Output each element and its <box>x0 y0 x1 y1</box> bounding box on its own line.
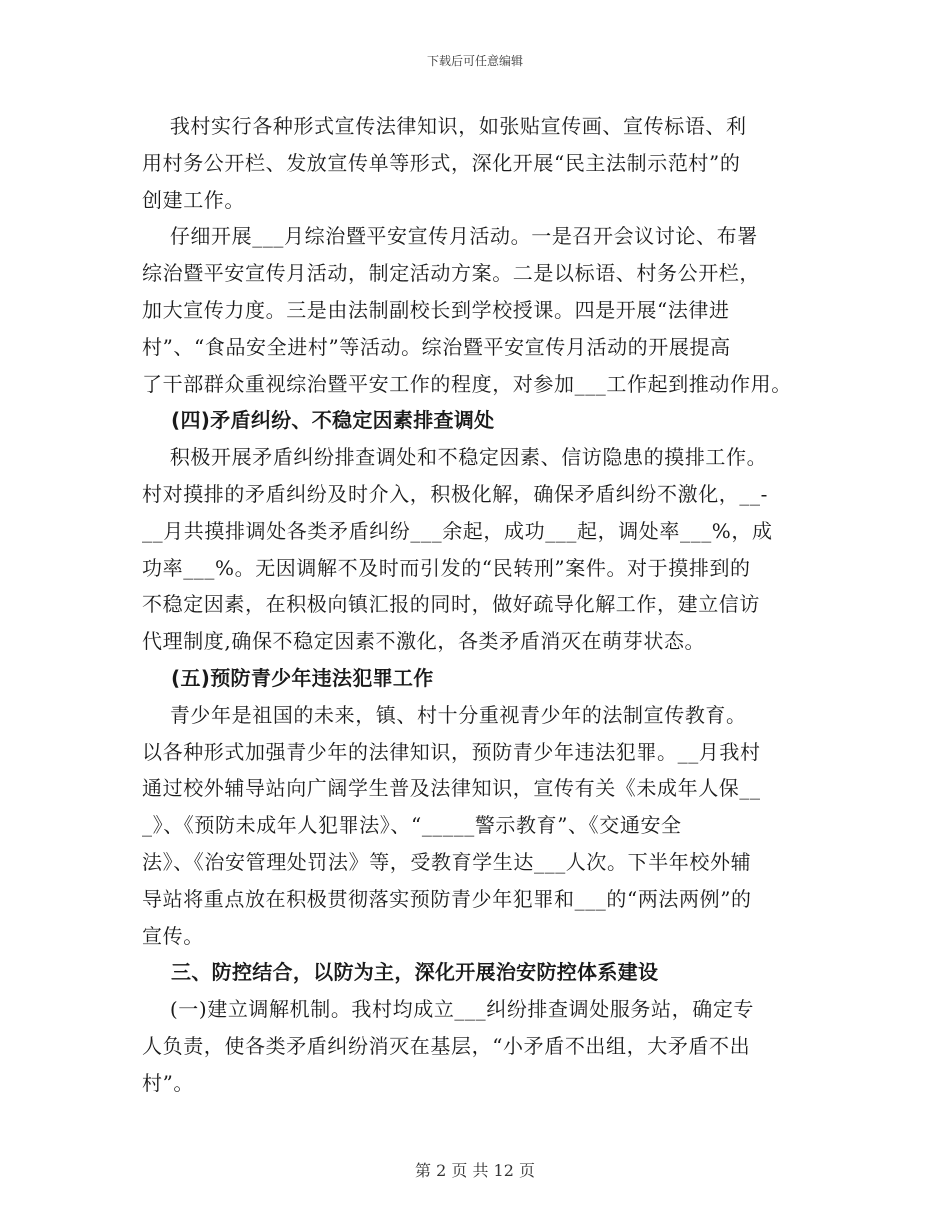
paragraph-line: 积极开展矛盾纠纷排查调处和不稳定因素、信访隐患的摸排工作。 <box>142 445 768 470</box>
paragraph-line: 不稳定因素，在积极向镇汇报的同时，做好疏导化解工作，建立信访 <box>142 592 760 617</box>
document-body <box>142 108 812 1102</box>
paragraph-line: 创建工作。 <box>142 187 245 212</box>
paragraph-line: 了干部群众重视综治暨平安工作的程度，对参加___工作起到推动作用。 <box>142 371 792 396</box>
paragraph-line: 导站将重点放在积极贯彻落实预防青少年犯罪和___的“两法两例”的 <box>142 886 752 911</box>
paragraph-line: 功率___%。无因调解不及时而引发的“民转刑”案件。对于摸排到的 <box>142 555 751 580</box>
paragraph-line: _》、《预防未成年人犯罪法》、“_____警示教育”、《交通安全 <box>142 813 682 838</box>
paragraph-line: 村”。 <box>142 1070 195 1095</box>
paragraph-line: 用村务公开栏、发放宣传单等形式，深化开展“民主法制示范村”的 <box>142 150 741 175</box>
paragraph-line: 宣传。 <box>142 923 204 948</box>
section-heading-line: 三、防控结合，以防为主，深化开展治安防控体系建设 <box>142 960 659 985</box>
page-number-footer: 第 2 页 共 12 页 <box>415 1161 535 1180</box>
paragraph-line: 人负责，使各类矛盾纠纷消灭在基层，“小矛盾不出组，大矛盾不出 <box>142 1033 751 1058</box>
paragraph-line: 法》、《治安管理处罚法》等，受教育学生达___人次。下半年校外辅 <box>142 849 752 874</box>
section-heading-line: (五)预防青少年违法犯罪工作 <box>142 665 434 690</box>
paragraph-line: __月共摸排调处各类矛盾纠纷___余起，成功___起，调处率___%，成 <box>142 518 773 543</box>
paragraph-line: 村对摸排的矛盾纠纷及时介入，积极化解，确保矛盾纠纷不激化，__- <box>142 481 768 506</box>
paragraph-line: (一)建立调解机制。我村均成立___纠纷排查调处服务站，确定专 <box>142 997 755 1022</box>
paragraph-line: 加大宣传力度。三是由法制副校长到学校授课。四是开展“法律进 <box>142 297 730 322</box>
paragraph-line: 我村实行各种形式宣传法律知识，如张贴宣传画、宣传标语、利 <box>142 114 747 138</box>
section-heading-line: (四)矛盾纠纷、不稳定因素排查调处 <box>142 408 495 433</box>
paragraph-line: 代理制度,确保不稳定因素不激化，各类矛盾消灭在萌芽状态。 <box>142 629 706 654</box>
paragraph-line: 青少年是祖国的未来，镇、村十分重视青少年的法制宣传教育。 <box>142 702 747 727</box>
paragraph-line: 综治暨平安宣传月活动，制定活动方案。二是以标语、村务公开栏， <box>142 261 760 286</box>
paragraph-line: 以各种形式加强青少年的法律知识，预防青少年违法犯罪。__月我村 <box>142 739 761 764</box>
paragraph-line: 仔细开展___月综治暨平安宣传月活动。一是召开会议讨论、布署 <box>142 224 758 249</box>
paragraph-line: 通过校外辅导站向广阔学生普及法律知识，宣传有关《未成年人保__ <box>142 776 761 801</box>
header-note: 下载后可任意编辑 <box>426 54 523 68</box>
paragraph-line: 村”、“食品安全进村”等活动。综治暨平安宣传月活动的开展提高 <box>142 334 731 359</box>
